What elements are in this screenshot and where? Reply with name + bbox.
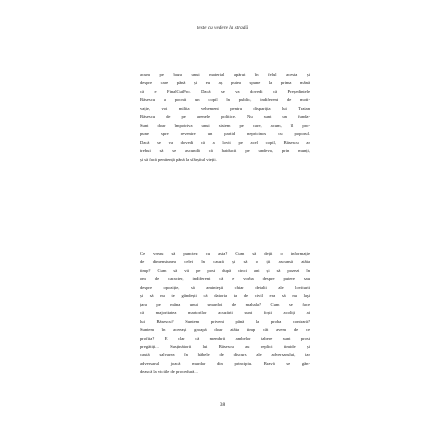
text-line: și să facă penitență până la sfârșitul vieții. <box>140 156 217 162</box>
text-line: și să nu te gândești că datoria ta de civil era să nu laşi <box>140 293 310 299</box>
text-line: om de caracter, indiferent că e vorba despre putere sau <box>140 276 310 282</box>
paragraph-2 <box>140 250 310 377</box>
text-line: Sunt doar împotriva unui sistem pe care, acum, îl pro- <box>140 122 310 128</box>
page-number: 38 <box>219 402 226 408</box>
text-line: de dimensiunea celei în cauză și să o ții ascunsă atâta <box>140 259 310 265</box>
text-line: Suntem în aceeași groapă doar atâta timp cât avem de ce <box>140 327 310 333</box>
text-line: acum pe baza unui material apărut în felul acesta și <box>140 72 310 77</box>
paragraph-1 <box>140 71 310 164</box>
text-line: dească la viciile de procedură... <box>140 369 198 375</box>
text-line: despre care până și eu aș putea spune la prima mână <box>140 80 310 86</box>
running-head: teste cu vedere la stradă <box>196 26 249 31</box>
text-line: pregătiți... Susținătorii lui Băsescu au replici timide și <box>140 343 310 349</box>
text-line: pune spre revenire un partid nepricinos cu poporul. <box>140 131 310 137</box>
text-line: Ce vreau să punctez cu asta? Cum să deții o informație <box>140 251 310 256</box>
text-line: caută salvarea în hăbele de discurs ale adversarului, iar <box>140 352 310 358</box>
text-line: profita? E clar că membrii ambelor tabere sunt prost <box>140 335 310 341</box>
text-line: Băsescu a pocnit un copil în public, indiferent de moti- <box>140 97 310 103</box>
text-line: țara pe mâna unui smardoi de mahala? Cum se face <box>140 301 310 307</box>
text-line: că e FinalCutPro. Dacă se va dovedi că Președintele <box>140 88 310 94</box>
text-line: lui Băsescu? Suntem priveni până la proba contrară? <box>140 318 310 324</box>
text-line: Dacă se va dovedi că a lovit pe acel copil, Băsescu ar <box>140 139 310 145</box>
text-line: trebui să se ascundă că haiducii pe undeva, prin munți, <box>140 148 310 154</box>
text-line: Băsescu de pe arenele politice. Nu sunt un funda- <box>140 114 310 120</box>
text-line: că majoritatea martorilor acuzării sunt foști acoliți ai <box>140 310 310 316</box>
text-line: timp? Cum să vii pe post după cinci ani și să pozezi în <box>140 267 310 273</box>
text-line: despre opoziție, să aminteşti chiar detalii ale loviturii <box>140 284 310 290</box>
text-line: vație, voi milita vehement pentru dispariția lui Traian <box>140 105 310 111</box>
text-line: adversarul joacă murdar din principiu. Bravă se gân- <box>140 360 310 366</box>
